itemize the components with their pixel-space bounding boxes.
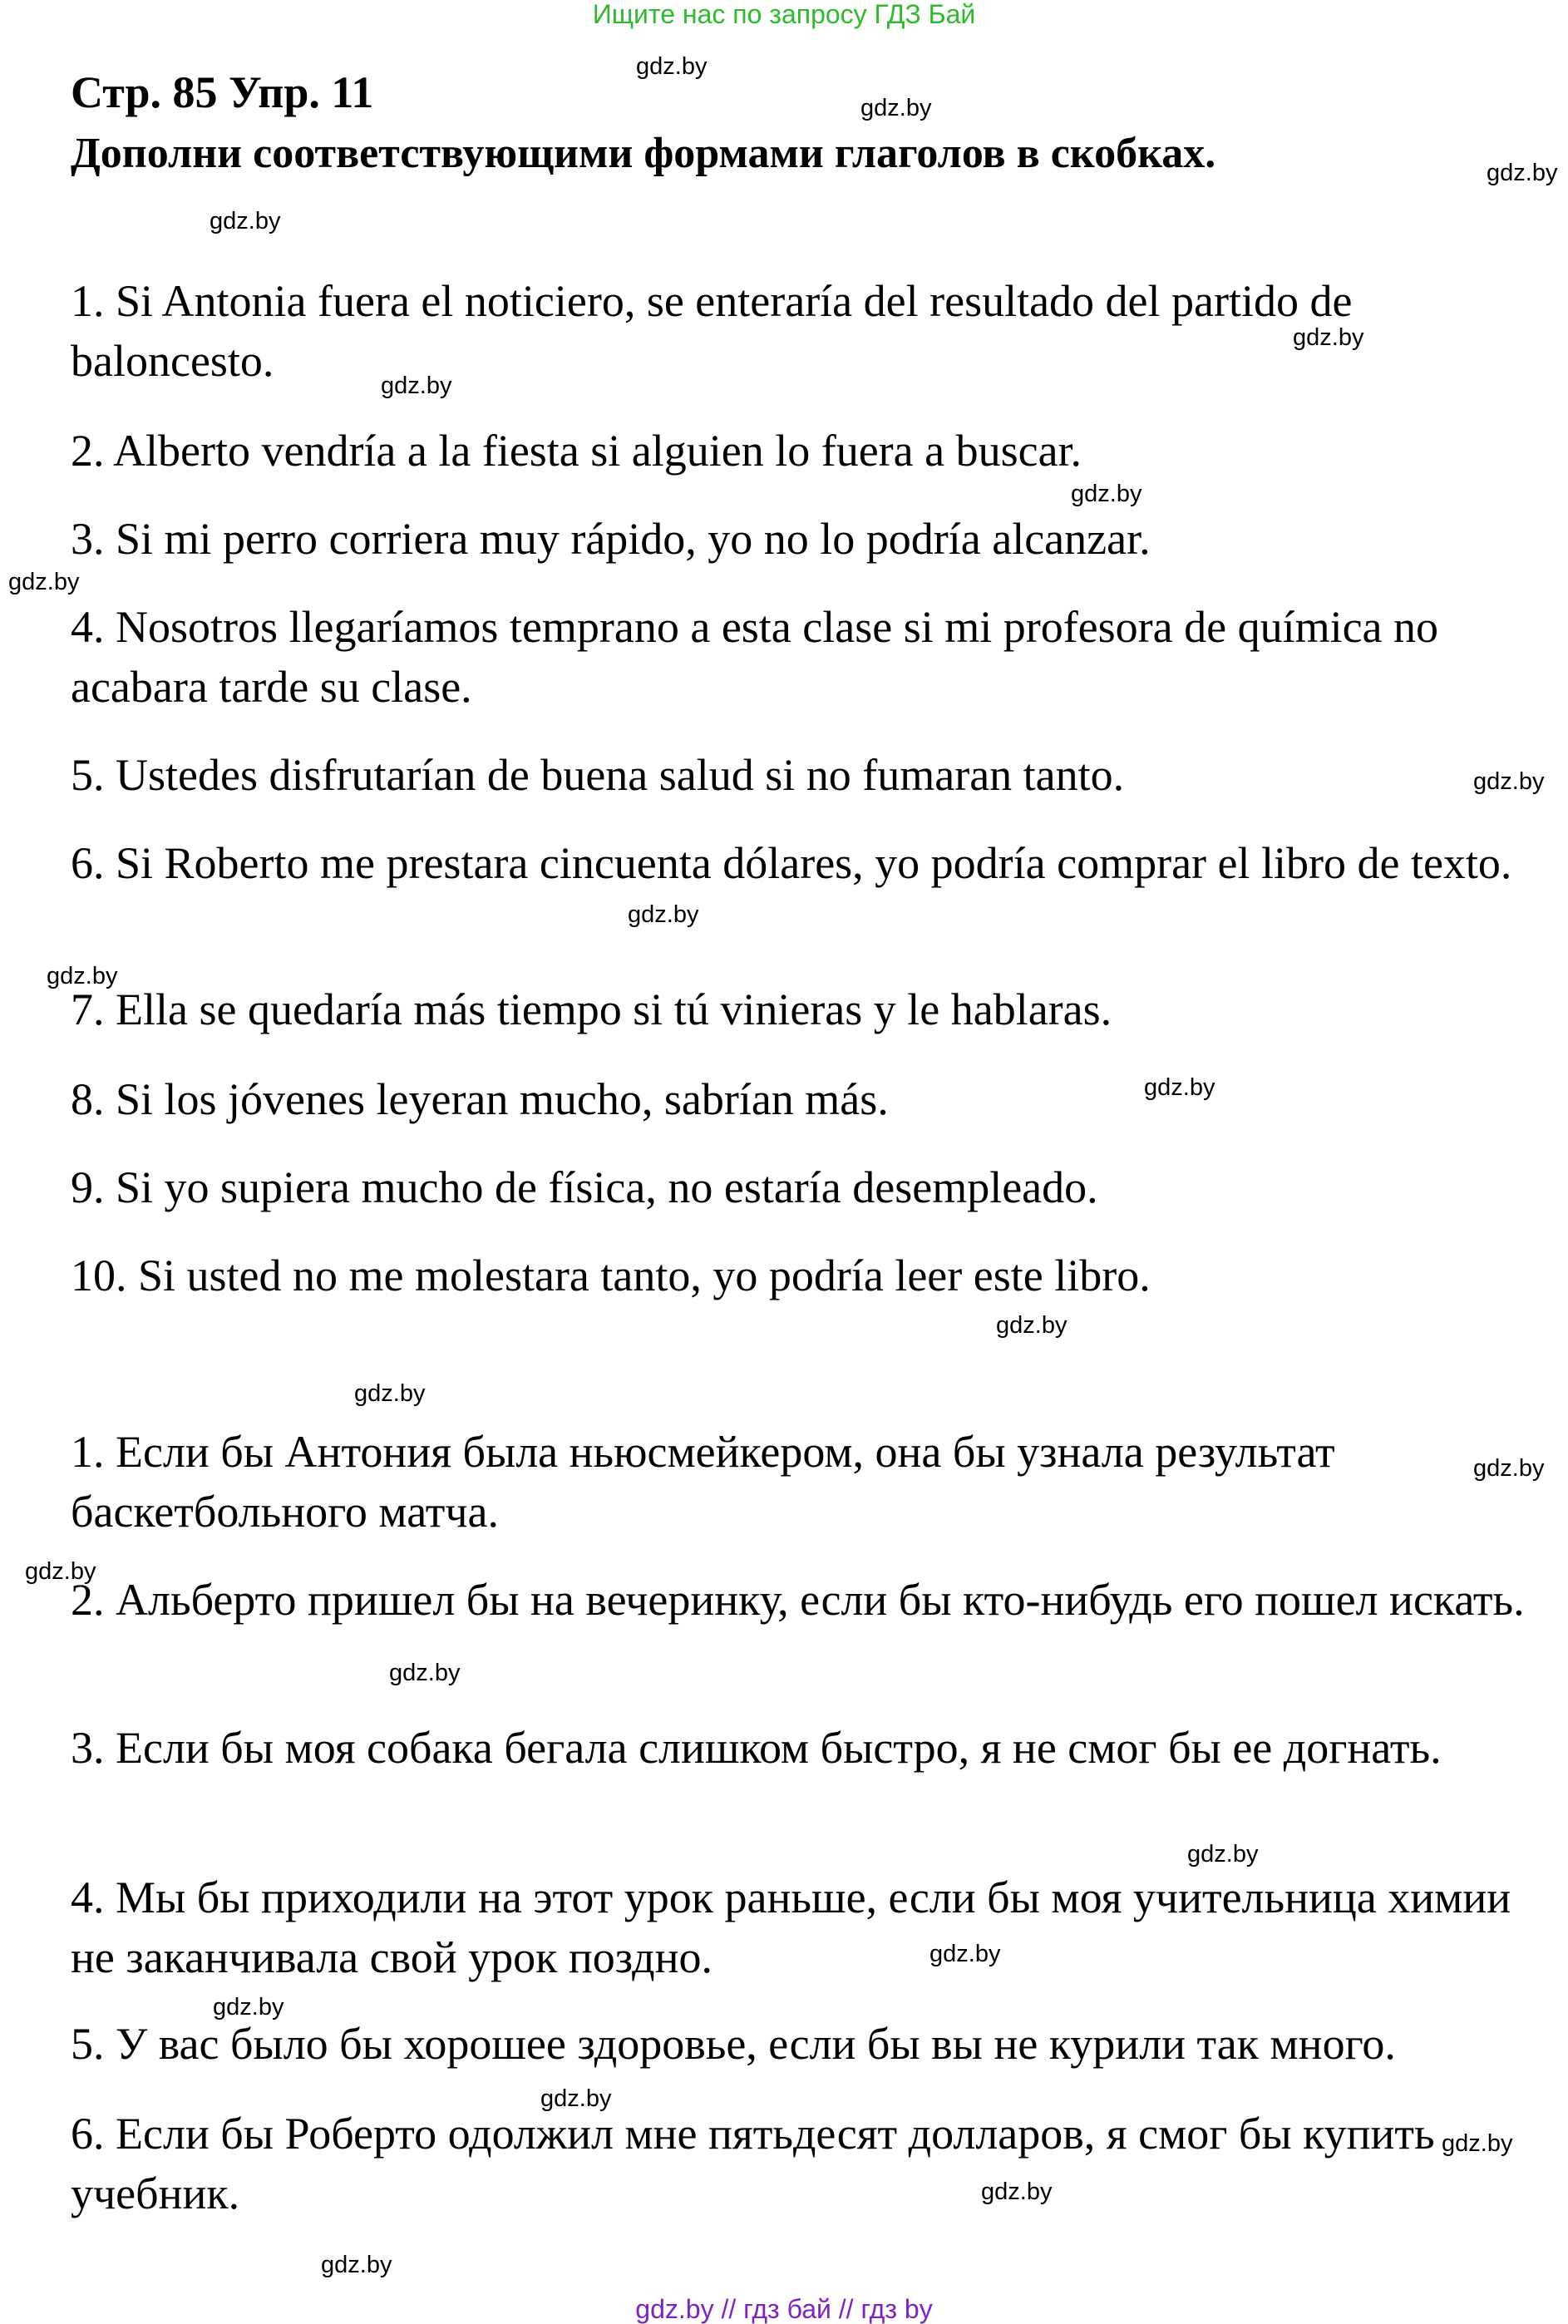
watermark: gdz.by [628, 901, 699, 928]
spanish-item-2: 2. Alberto vendría a la fiesta si alguien lo fuera a buscar. [71, 426, 1082, 476]
watermark: gdz.by [47, 963, 118, 989]
footer-links[interactable]: gdz.by // гдз бай // гдз by [635, 2294, 933, 2324]
watermark: gdz.by [321, 2252, 392, 2278]
watermark: gdz.by [996, 1312, 1068, 1339]
watermark: gdz.by [929, 1941, 1001, 1967]
watermark: gdz.by [540, 2085, 612, 2112]
spanish-item-4: 4. Nosotros llegaríamos temprano a esta clase si mi profesora de química no acabara tarde su clase. [71, 602, 1439, 712]
spanish-item-5: 5. Ustedes disfrutarían de buena salud si no fumaran tanto. [71, 750, 1125, 800]
watermark: gdz.by [8, 569, 80, 595]
spanish-item-8: 8. Si los jóvenes leyeran mucho, sabrían más. [71, 1074, 889, 1124]
watermark: gdz.by [25, 1558, 96, 1585]
watermark: gdz.by [1293, 324, 1364, 351]
watermark: gdz.by [381, 373, 452, 399]
watermark: gdz.by [1442, 2130, 1513, 2157]
spanish-item-10: 10. Si usted no me molestara tanto, yo podría leer este libro. [71, 1251, 1151, 1300]
russian-item-4: 4. Мы бы приходили на этот урок раньше, если бы моя учительница химии не заканчивала свой урок поздно. [71, 1873, 1511, 1982]
watermark: gdz.by [1473, 768, 1545, 795]
top-banner[interactable]: Ищите нас по запросу ГДЗ Бай [592, 0, 976, 29]
watermark: gdz.by [210, 208, 281, 234]
watermark: gdz.by [1144, 1074, 1215, 1101]
page-title: Стр. 85 Упр. 11 [71, 67, 374, 117]
spanish-item-9: 9. Si yo supiera mucho de física, no estaría desempleado. [71, 1162, 1098, 1212]
russian-item-2: 2. Альберто пришел бы на вечеринку, если бы кто-нибудь его пошел искать. [71, 1575, 1525, 1625]
russian-item-6: 6. Если бы Роберто одолжил мне пятьдесят долларов, я смог бы купить учебник. [71, 2109, 1435, 2218]
watermark: gdz.by [213, 1994, 284, 2021]
spanish-item-7: 7. Ella se quedaría más tiempo si tú vinieras y le hablaras. [71, 984, 1112, 1034]
watermark: gdz.by [981, 2178, 1053, 2205]
watermark: gdz.by [389, 1660, 461, 1686]
watermark: gdz.by [1473, 1455, 1545, 1482]
watermark: gdz.by [1487, 160, 1558, 186]
russian-item-5: 5. У вас было бы хорошее здоровье, если бы вы не курили так много. [71, 2019, 1396, 2069]
watermark: gdz.by [860, 95, 932, 121]
watermark: gdz.by [1187, 1841, 1259, 1868]
spanish-item-6: 6. Si Roberto me prestara cincuenta dólares, yo podría comprar el libro de texto. [71, 838, 1512, 888]
russian-item-3: 3. Если бы моя собака бегала слишком быстро, я не смог бы ее догнать. [71, 1723, 1442, 1773]
exercise-instruction: Дополни соответствующими формами глаголов в скобках. [71, 130, 1216, 177]
spanish-item-1: 1. Si Antonia fuera el noticiero, se enteraría del resultado del partido de baloncesto. [71, 276, 1353, 386]
russian-item-1: 1. Если бы Антония была ньюсмейкером, она бы узнала результат баскетбольного матча. [71, 1427, 1335, 1537]
watermark: gdz.by [636, 53, 708, 80]
watermark: gdz.by [354, 1380, 426, 1407]
watermark: gdz.by [1071, 481, 1142, 507]
spanish-item-3: 3. Si mi perro corriera muy rápido, yo no lo podría alcanzar. [71, 514, 1151, 564]
